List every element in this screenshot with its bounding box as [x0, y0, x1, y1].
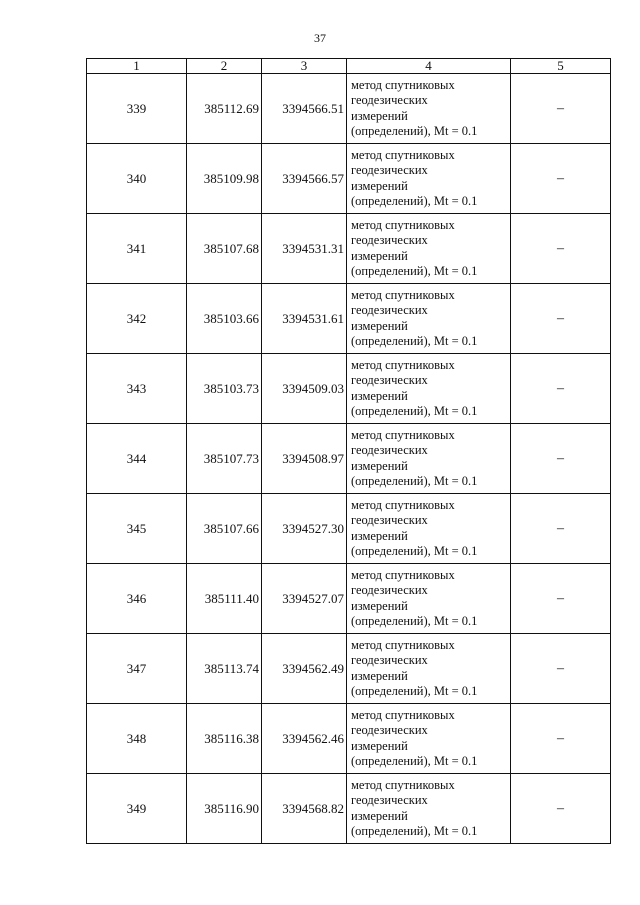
column-header-5: 5 — [511, 59, 611, 74]
point-number-cell: 344 — [87, 424, 187, 494]
y-coordinate-cell: 3394531.31 — [262, 214, 347, 284]
x-coordinate-cell: 385111.40 — [187, 564, 262, 634]
note-cell: – — [511, 424, 611, 494]
note-cell: – — [511, 284, 611, 354]
method-line: геодезических — [351, 513, 428, 527]
x-coordinate-cell: 385112.69 — [187, 74, 262, 144]
y-coordinate-cell: 3394568.82 — [262, 774, 347, 844]
table-row — [87, 214, 611, 284]
y-coordinate-cell: 3394566.51 — [262, 74, 347, 144]
x-coordinate-cell: 385103.66 — [187, 284, 262, 354]
note-cell: – — [511, 494, 611, 564]
method-line: (определений), Mt = 0.1 — [351, 194, 478, 208]
y-coordinate-cell: 3394527.30 — [262, 494, 347, 564]
point-number-cell: 346 — [87, 564, 187, 634]
point-number-cell: 347 — [87, 634, 187, 704]
method-cell — [347, 704, 511, 774]
method-line: измерений — [351, 738, 408, 753]
method-line: метод спутниковых — [351, 427, 455, 442]
x-coordinate-cell: 385109.98 — [187, 144, 262, 214]
note-cell: – — [511, 704, 611, 774]
method-line: геодезических — [351, 793, 428, 807]
method-line: геодезических — [351, 373, 428, 387]
x-coordinate-cell: 385116.90 — [187, 774, 262, 844]
note-cell: – — [511, 214, 611, 284]
x-coordinate-cell: 385103.73 — [187, 354, 262, 424]
table-row — [87, 634, 611, 704]
method-line: геодезических — [351, 93, 428, 107]
y-coordinate-cell: 3394566.57 — [262, 144, 347, 214]
x-coordinate-cell: 385107.73 — [187, 424, 262, 494]
method-line: геодезических — [351, 583, 428, 597]
point-number-cell: 343 — [87, 354, 187, 424]
method-line: измерений — [351, 808, 408, 823]
table-row — [87, 354, 611, 424]
method-line: (определений), Mt = 0.1 — [351, 824, 478, 838]
point-number-cell: 345 — [87, 494, 187, 564]
point-number-cell: 341 — [87, 214, 187, 284]
table-row — [87, 424, 611, 494]
method-cell — [347, 144, 511, 214]
method-line: геодезических — [351, 303, 428, 317]
point-number-cell: 342 — [87, 284, 187, 354]
note-cell: – — [511, 74, 611, 144]
method-cell — [347, 74, 511, 144]
method-line: метод спутниковых — [351, 287, 455, 302]
table-row — [87, 74, 611, 144]
y-coordinate-cell: 3394562.49 — [262, 634, 347, 704]
note-cell: – — [511, 774, 611, 844]
method-cell — [347, 774, 511, 844]
method-line: измерений — [351, 458, 408, 473]
method-line: (определений), Mt = 0.1 — [351, 684, 478, 698]
y-coordinate-cell: 3394562.46 — [262, 704, 347, 774]
method-cell — [347, 494, 511, 564]
method-line: геодезических — [351, 653, 428, 667]
table-row — [87, 704, 611, 774]
method-line: измерений — [351, 598, 408, 613]
method-cell — [347, 354, 511, 424]
method-line: (определений), Mt = 0.1 — [351, 124, 478, 138]
method-line: метод спутниковых — [351, 567, 455, 582]
method-line: метод спутниковых — [351, 497, 455, 512]
table-row — [87, 774, 611, 844]
y-coordinate-cell: 3394508.97 — [262, 424, 347, 494]
point-number-cell: 349 — [87, 774, 187, 844]
column-header-4: 4 — [347, 59, 511, 74]
method-line: геодезических — [351, 163, 428, 177]
method-line: геодезических — [351, 723, 428, 737]
method-line: (определений), Mt = 0.1 — [351, 334, 478, 348]
note-cell: – — [511, 354, 611, 424]
method-cell — [347, 564, 511, 634]
method-line: (определений), Mt = 0.1 — [351, 404, 478, 418]
method-line: (определений), Mt = 0.1 — [351, 614, 478, 628]
method-line: (определений), Mt = 0.1 — [351, 474, 478, 488]
x-coordinate-cell: 385107.68 — [187, 214, 262, 284]
method-line: метод спутниковых — [351, 637, 455, 652]
note-cell: – — [511, 634, 611, 704]
method-line: геодезических — [351, 443, 428, 457]
table-row — [87, 494, 611, 564]
method-cell — [347, 214, 511, 284]
method-line: метод спутниковых — [351, 77, 455, 92]
method-line: измерений — [351, 388, 408, 403]
point-number-cell: 340 — [87, 144, 187, 214]
method-line: измерений — [351, 318, 408, 333]
y-coordinate-cell: 3394509.03 — [262, 354, 347, 424]
table-row — [87, 144, 611, 214]
column-header-1: 1 — [87, 59, 187, 74]
method-line: метод спутниковых — [351, 147, 455, 162]
y-coordinate-cell: 3394531.61 — [262, 284, 347, 354]
method-line: измерений — [351, 248, 408, 263]
y-coordinate-cell: 3394527.07 — [262, 564, 347, 634]
note-cell: – — [511, 144, 611, 214]
x-coordinate-cell: 385113.74 — [187, 634, 262, 704]
method-line: метод спутниковых — [351, 357, 455, 372]
point-number-cell: 348 — [87, 704, 187, 774]
method-line: геодезических — [351, 233, 428, 247]
method-line: метод спутниковых — [351, 707, 455, 722]
table-row — [87, 564, 611, 634]
x-coordinate-cell: 385107.66 — [187, 494, 262, 564]
method-cell — [347, 634, 511, 704]
coordinates-table — [86, 58, 611, 844]
table-body — [87, 74, 611, 844]
method-line: измерений — [351, 528, 408, 543]
column-header-2: 2 — [187, 59, 262, 74]
method-line: (определений), Mt = 0.1 — [351, 264, 478, 278]
note-cell: – — [511, 564, 611, 634]
method-cell — [347, 424, 511, 494]
column-header-3: 3 — [262, 59, 347, 74]
method-cell — [347, 284, 511, 354]
table-header-row — [87, 59, 611, 74]
method-line: метод спутниковых — [351, 777, 455, 792]
method-line: (определений), Mt = 0.1 — [351, 754, 478, 768]
method-line: метод спутниковых — [351, 217, 455, 232]
method-line: (определений), Mt = 0.1 — [351, 544, 478, 558]
method-line: измерений — [351, 178, 408, 193]
method-line: измерений — [351, 668, 408, 683]
point-number-cell: 339 — [87, 74, 187, 144]
method-line: измерений — [351, 108, 408, 123]
page-number: 37 — [314, 31, 326, 45]
x-coordinate-cell: 385116.38 — [187, 704, 262, 774]
table-row — [87, 284, 611, 354]
